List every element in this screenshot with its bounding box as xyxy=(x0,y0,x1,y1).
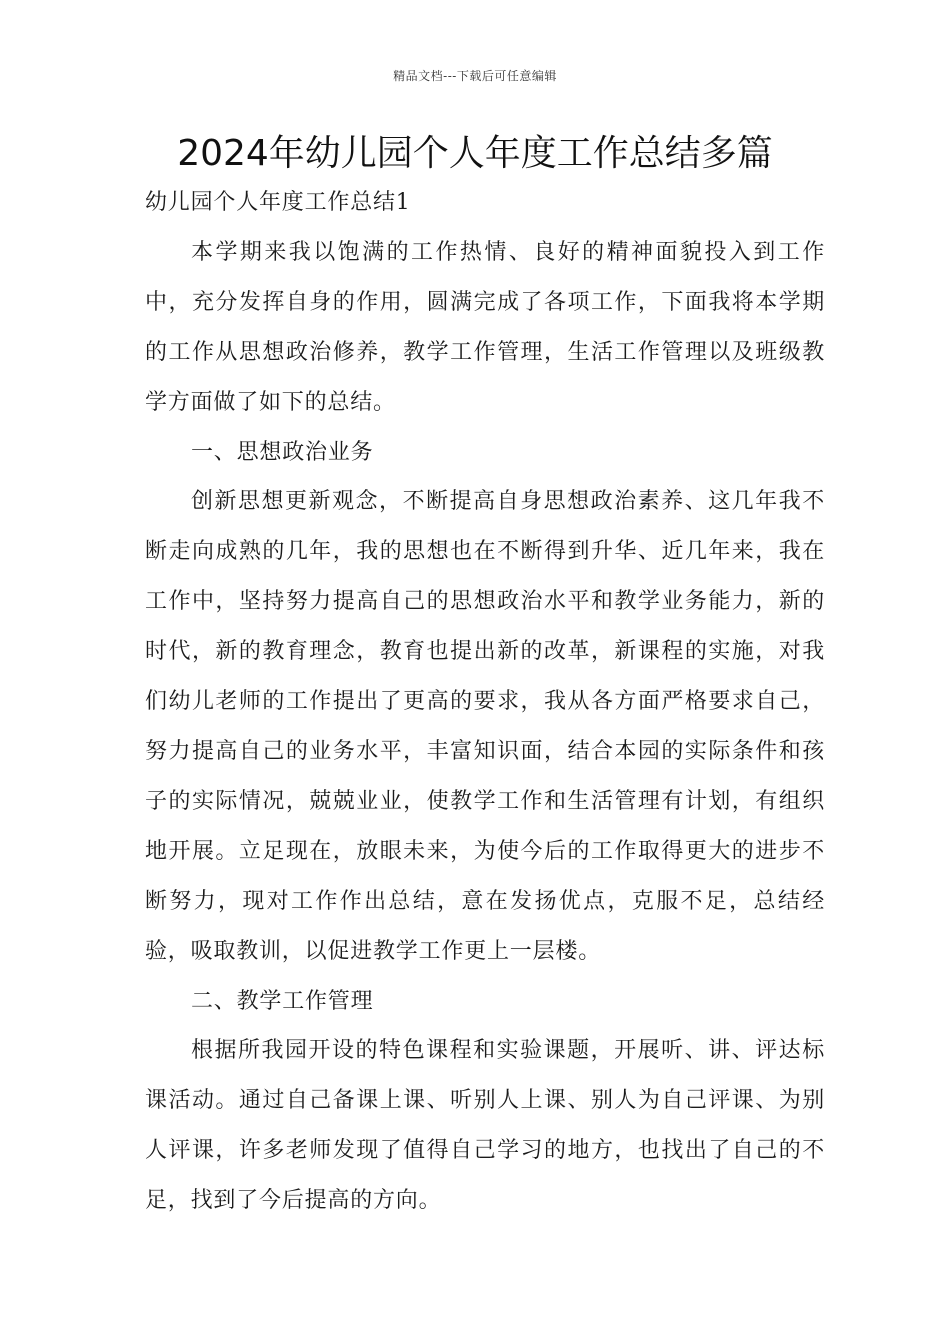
politics-paragraph: 创新思想更新观念，不断提高自身思想政治素养、这几年我不断走向成熟的几年，我的思想也在不断得到升华、近几年来，我在工作中，坚持努力提高自己的思想政治水平和教学业务能力，新的时代，新的教育理念，教育也提出新的改革，新课程的实施，对我们幼儿老师的工作提出了更高的要求，我从各方面严格要求自己，努力提高自己的业务水平，丰富知识面，结合本园的实际条件和孩子的实际情况，兢兢业业，使教学工作和生活管理有计划，有组织地开展。立足现在，放眼未来，为使今后的工作取得更大的进步不断努力，现对工作作出总结，意在发扬优点，克服不足，总结经验，吸取教训，以促进教学工作更上一层楼。 xyxy=(145,489,825,964)
section-heading-teaching: 二、教学工作管理 xyxy=(191,988,374,1014)
teaching-paragraph: 根据所我园开设的特色课程和实验课题，开展听、讲、评达标课活动。通过自己备课上课、听别人上课、别人为自己评课、为别人评课，许多老师发现了值得自己学习的地方，也找出了自己的不足，找到了今后提高的方向。 xyxy=(145,1038,825,1214)
intro-paragraph: 本学期来我以饱满的工作热情、良好的精神面貌投入到工作中，充分发挥自身的作用，圆满完成了各项工作，下面我将本学期的工作从思想政治修养，教学工作管理，生活工作管理以及班级教学方面做了如下的总结。 xyxy=(145,239,825,415)
section-subtitle: 幼儿园个人年度工作总结1 xyxy=(145,190,411,215)
section-heading-politics: 一、思想政治业务 xyxy=(191,439,374,465)
document-body xyxy=(145,178,825,1226)
document-title: 2024年幼儿园个人年度工作总结多篇 xyxy=(177,133,773,174)
header-note: 精品文档---下载后可任意编辑 xyxy=(393,69,557,83)
